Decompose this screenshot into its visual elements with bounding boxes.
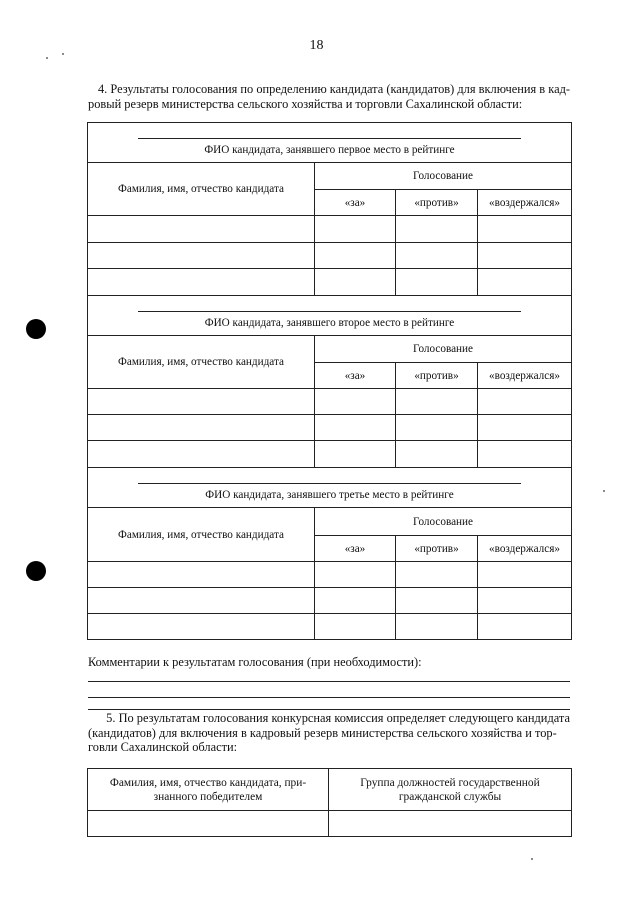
voting-header: Голосование xyxy=(315,336,572,363)
scan-speck xyxy=(603,490,605,492)
vote-for-cell[interactable] xyxy=(315,441,396,468)
vote-abstain-header: «воздержался» xyxy=(478,536,572,562)
winner-name-cell[interactable] xyxy=(88,811,329,837)
table-row xyxy=(88,441,572,468)
name-cell[interactable] xyxy=(88,441,315,468)
table-row xyxy=(88,415,572,441)
vote-against-cell[interactable] xyxy=(396,269,478,296)
vote-for-header: «за» xyxy=(315,190,396,216)
candidate-block-1-header xyxy=(88,123,572,163)
punch-hole xyxy=(26,319,46,339)
vote-abstain-cell[interactable] xyxy=(478,441,572,468)
vote-abstain-cell[interactable] xyxy=(478,588,572,614)
section-5-line: (кандидатов) для включения в кадровый резерв министерства сельского хозяйства и тор- xyxy=(88,725,557,740)
name-cell[interactable] xyxy=(88,269,315,296)
vote-for-cell[interactable] xyxy=(315,562,396,588)
name-cell[interactable] xyxy=(88,216,315,243)
vote-against-cell[interactable] xyxy=(396,389,478,415)
candidate-block-3-header xyxy=(88,468,572,508)
comment-line[interactable] xyxy=(88,697,570,698)
header-line: знанного победителем xyxy=(153,790,263,803)
vote-abstain-cell[interactable] xyxy=(478,216,572,243)
section-5-text xyxy=(88,711,570,755)
name-column-header: Фамилия, имя, отчество кандидата xyxy=(88,163,315,216)
winner-table xyxy=(87,768,572,837)
scan-speck xyxy=(46,57,48,59)
section-4-text xyxy=(88,82,570,111)
vote-abstain-header: «воздержался» xyxy=(478,363,572,389)
table-row xyxy=(88,588,572,614)
page-number: 18 xyxy=(309,38,324,53)
header-line: гражданской службы xyxy=(398,790,502,803)
section-5-line: говли Сахалинской области: xyxy=(88,740,238,754)
candidate-block-title: ФИО кандидата, занявшего второе место в рейтинге xyxy=(204,317,455,329)
comment-line[interactable] xyxy=(88,709,570,710)
vote-against-cell[interactable] xyxy=(396,441,478,468)
candidate-block-2-header xyxy=(88,296,572,336)
vote-for-cell[interactable] xyxy=(315,614,396,640)
vote-against-cell[interactable] xyxy=(396,415,478,441)
vote-against-cell[interactable] xyxy=(396,588,478,614)
voting-header: Голосование xyxy=(315,508,572,536)
vote-against-cell[interactable] xyxy=(396,216,478,243)
vote-abstain-cell[interactable] xyxy=(478,415,572,441)
punch-hole xyxy=(26,561,46,581)
name-cell[interactable] xyxy=(88,562,315,588)
section-4-line: ровый резерв министерства сельского хозяйства и торговли Сахалинской области: xyxy=(88,96,523,111)
vote-for-cell[interactable] xyxy=(315,588,396,614)
vote-against-cell[interactable] xyxy=(396,243,478,269)
position-group-cell[interactable] xyxy=(329,811,572,837)
vote-for-cell[interactable] xyxy=(315,269,396,296)
section-5-line: 5. По результатам голосования конкурсная комиссия определяет следующего кандидата xyxy=(106,711,570,725)
vote-against-header: «против» xyxy=(396,190,478,216)
vote-abstain-cell[interactable] xyxy=(478,562,572,588)
vote-for-cell[interactable] xyxy=(315,415,396,441)
header-line: Фамилия, имя, отчество кандидата, при- xyxy=(109,776,307,789)
table-row xyxy=(88,389,572,415)
vote-for-cell[interactable] xyxy=(315,243,396,269)
name-cell[interactable] xyxy=(88,415,315,441)
vote-for-header: «за» xyxy=(315,363,396,389)
vote-abstain-cell[interactable] xyxy=(478,389,572,415)
name-cell[interactable] xyxy=(88,243,315,269)
position-group-header xyxy=(329,769,572,811)
vote-abstain-header: «воздержался» xyxy=(478,190,572,216)
vote-abstain-cell[interactable] xyxy=(478,614,572,640)
table-row xyxy=(88,614,572,640)
name-cell[interactable] xyxy=(88,588,315,614)
winner-name-header xyxy=(88,769,329,811)
vote-for-cell[interactable] xyxy=(315,216,396,243)
table-row xyxy=(88,243,572,269)
name-cell[interactable] xyxy=(88,614,315,640)
vote-against-header: «против» xyxy=(396,363,478,389)
comment-line[interactable] xyxy=(88,681,570,682)
vote-against-header: «против» xyxy=(396,536,478,562)
vote-against-cell[interactable] xyxy=(396,614,478,640)
table-row xyxy=(88,216,572,243)
header-line: Группа должностей государственной xyxy=(360,776,540,789)
name-cell[interactable] xyxy=(88,389,315,415)
candidate-block-title: ФИО кандидата, занявшего третье место в рейтинге xyxy=(205,489,454,501)
table-row xyxy=(88,811,572,837)
vote-for-cell[interactable] xyxy=(315,389,396,415)
comments-label: Комментарии к результатам голосования (при необходимости): xyxy=(88,655,422,669)
voting-header: Голосование xyxy=(315,163,572,190)
vote-for-header: «за» xyxy=(315,536,396,562)
name-column-header: Фамилия, имя, отчество кандидата xyxy=(88,336,315,389)
name-column-header: Фамилия, имя, отчество кандидата xyxy=(88,508,315,562)
vote-against-cell[interactable] xyxy=(396,562,478,588)
vote-abstain-cell[interactable] xyxy=(478,269,572,296)
scan-speck xyxy=(531,858,533,860)
vote-abstain-cell[interactable] xyxy=(478,243,572,269)
voting-results-table xyxy=(87,122,572,640)
table-row xyxy=(88,269,572,296)
table-row xyxy=(88,562,572,588)
candidate-block-title: ФИО кандидата, занявшего первое место в рейтинге xyxy=(204,144,455,156)
section-4-line: 4. Результаты голосования по определению кандидата (кандидатов) для включения в кад- xyxy=(97,82,570,96)
